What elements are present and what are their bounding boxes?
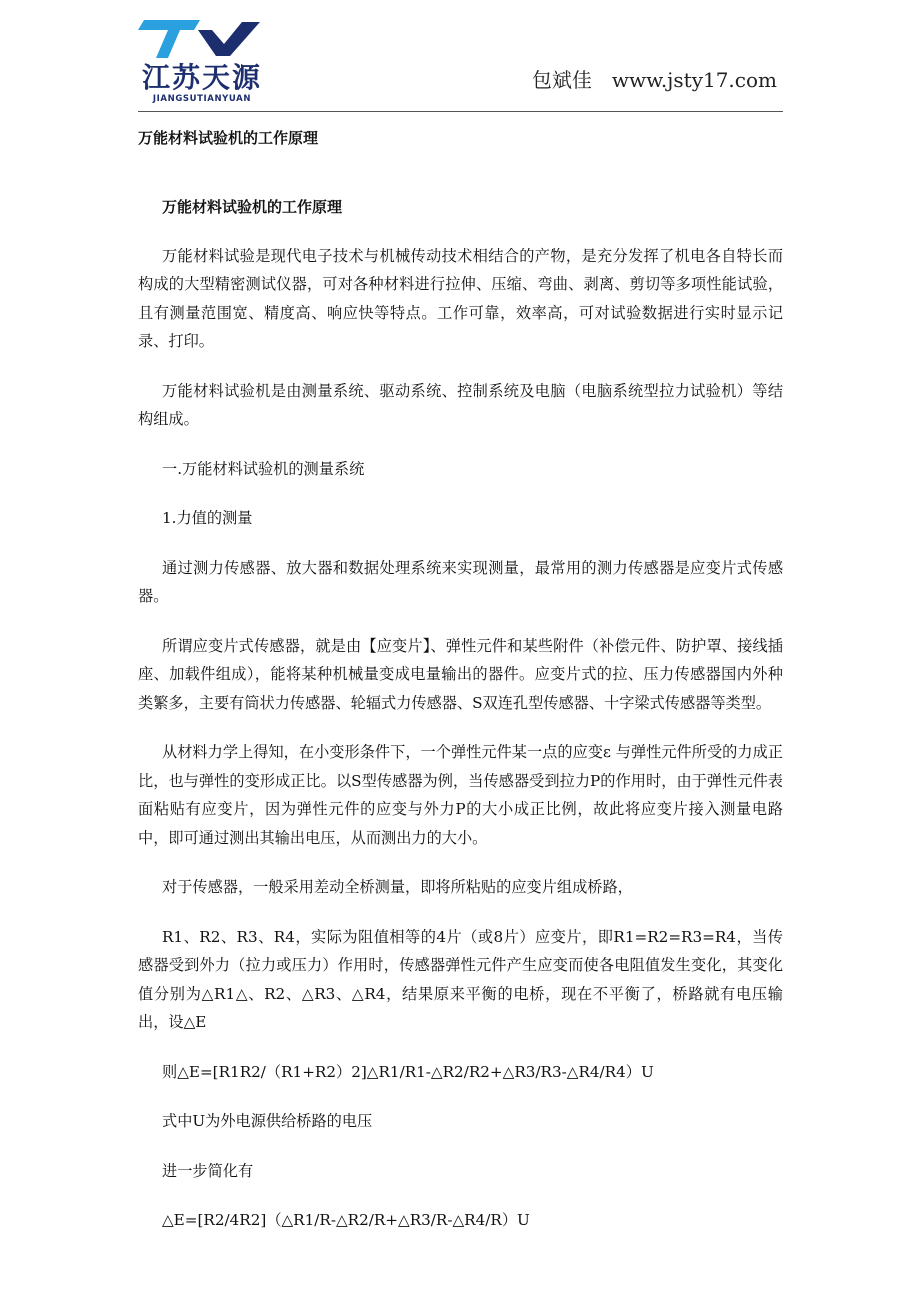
paragraph: R1、R2、R3、R4，实际为阻值相等的4片（或8片）应变片，即R1=R2=R3=R4，当传感器受到外力（拉力或压力）作用时，传感器弹性元件产生应变而使各电阻值发生变化，其变化值分别为△R1△、R2、△R3、△R4，结果原来平衡的电桥，现在不平衡了，桥路就有电压输出，设△E	[138, 927, 783, 1031]
paragraph: 进一步简化有	[162, 1161, 254, 1180]
paragraph: 万能材料试验是现代电子技术与机械传动技术相结合的产物，是充分发挥了机电各自特长而构成的大型精密测试仪器，可对各种材料进行拉伸、压缩、弯曲、剥离、剪切等多项性能试验，且有测量范围宽、精度高、响应快等特点。工作可靠，效率高，可对试验数据进行实时显示记录、打印。	[138, 246, 783, 350]
document-title: 万能材料试验机的工作原理	[138, 129, 319, 147]
paragraph: 所谓应变片式传感器，就是由【应变片】、弹性元件和某些附件（补偿元件、防护罩、接线插座、加载件组成），能将某种机械量变成电量输出的器件。应变片式的拉、压力传感器国内外种类繁多，主要有筒状力传感器、轮辐式力传感器、S双连孔型传感器、十字梁式传感器等类型。	[138, 636, 783, 712]
formula: △E=[R2/4R2]（△R1/R-△R2/R+△R3/R-△R4/R）U	[162, 1211, 530, 1229]
paragraph: 通过测力传感器、放大器和数据处理系统来实现测量，最常用的测力传感器是应变片式传感器。	[138, 558, 783, 605]
formula: 则△E=[R1R2/（R1+R2）2]△R1/R1-△R2/R2+△R3/R3-△R4/R4）U	[162, 1062, 654, 1081]
paragraph: 从材料力学上得知，在小变形条件下，一个弹性元件某一点的应变ε 与弹性元件所受的力成正比，也与弹性的变形成正比。以S型传感器为例，当传感器受到拉力P的作用时，由于弹性元件表面粘贴有应变片，因为弹性元件的应变与外力P的大小成正比例，故此将应变片接入测量电路中，即可通过测出其输出电压，从而测出力的大小。	[138, 743, 783, 847]
document-body	[138, 193, 783, 1256]
website-link[interactable]: www.jsty17.com	[611, 68, 777, 92]
company-logo	[122, 18, 282, 102]
header-divider	[138, 111, 783, 112]
author-name: 包斌佳	[531, 68, 592, 92]
section-heading: 万能材料试验机的工作原理	[162, 198, 343, 216]
paragraph: 万能材料试验机是由测量系统、驱动系统、控制系统及电脑（电脑系统型拉力试验机）等结构组成。	[138, 381, 783, 428]
paragraph: 1.力值的测量	[162, 509, 253, 527]
paragraph: 一.万能材料试验机的测量系统	[162, 459, 365, 478]
paragraph: 对于传感器，一般采用差动全桥测量，即将所粘贴的应变片组成桥路，	[162, 878, 633, 896]
logo-name: 江苏天源	[141, 61, 262, 94]
header-info	[532, 66, 777, 94]
ty-logo-mark-icon	[122, 18, 282, 66]
paragraph: 式中U为外电源供给桥路的电压	[162, 1112, 373, 1130]
logo-subtitle: JIANGSUTIANYUAN	[152, 94, 252, 104]
